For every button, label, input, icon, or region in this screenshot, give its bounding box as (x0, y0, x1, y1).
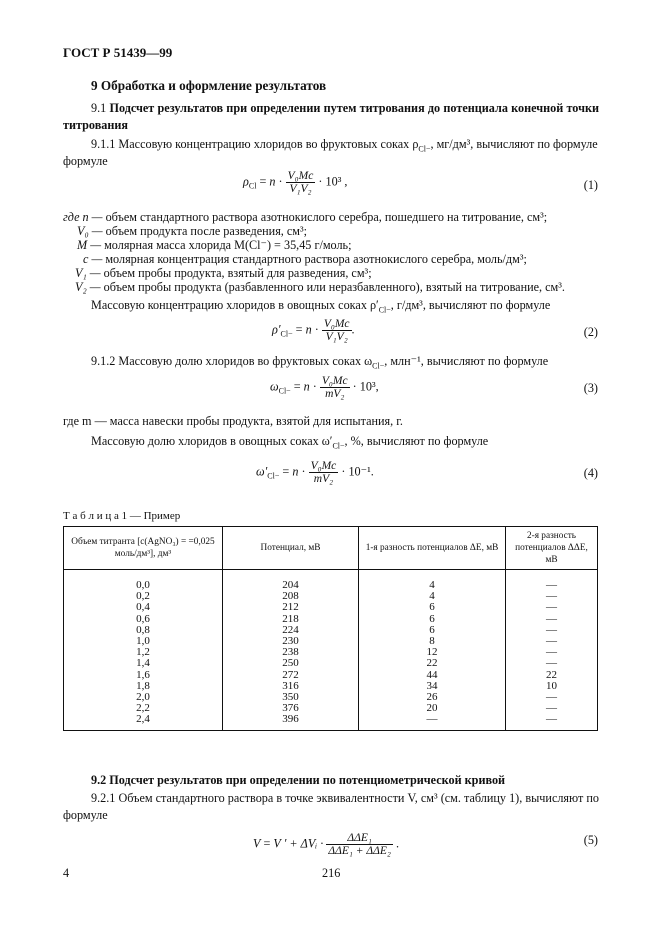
table-cell: 238 (223, 647, 359, 658)
page-number-center: 216 (322, 866, 341, 880)
definition-item (77, 224, 307, 239)
table-cell: — (506, 591, 598, 602)
paragraph-vegetable-concentration (91, 298, 550, 314)
paragraph-vegetable-fraction (91, 434, 488, 450)
eq-denominator: mV₂ (325, 388, 345, 400)
eq-tail: · 10³ , (318, 174, 348, 189)
table-cell: 250 (223, 658, 359, 669)
table-cell: 6 (359, 614, 506, 625)
section-title: 9 Обработка и оформление результатов (91, 78, 327, 93)
definition-item (75, 280, 565, 295)
table-cell: 218 (223, 614, 359, 625)
eq-lhs: V (253, 836, 261, 851)
equation-4: $\omega'_{Cl-} = n$ · $\frac{\text{V₀Mc}}{\text{mV₂}}$ · 10⁻¹. (256, 460, 374, 485)
eq-sign: = (293, 379, 301, 394)
table-cell: 350 (223, 692, 359, 703)
table-cell: 2,0 (64, 692, 223, 703)
eq-lhs: ω (270, 379, 279, 394)
table-cell: 0,0 (64, 580, 223, 591)
table-cell: 2,2 (64, 703, 223, 714)
table-cell: — (506, 647, 598, 658)
definition-symbol: V₀ — (77, 224, 103, 238)
definition-item (77, 238, 352, 253)
eq-n: n (303, 379, 310, 394)
table-cell: — (506, 658, 598, 669)
eq-lhs: ρ′ (272, 322, 281, 337)
table-cell: 22 (506, 670, 598, 681)
paragraph-text: , мг/дм³, вычисляют по формуле (430, 137, 598, 151)
paragraph-9-1-1-cont: формуле (63, 154, 108, 168)
subsection-9-1 (63, 100, 599, 134)
equation-3: $\omega_{Cl-} = n$ · $\frac{\text{V₀Mc}}{\text{mV₂}}$ · 10³, (270, 375, 379, 400)
definition-symbol: V₂ — (75, 280, 101, 294)
table-cell: 1,0 (64, 636, 223, 647)
table-cell: — (506, 614, 598, 625)
table-header-cell: 2-я разность потенциалов ΔΔE, мВ (506, 527, 598, 570)
table-cell: 396 (223, 714, 359, 730)
equation-number-5: (5) (583, 833, 598, 847)
paragraph-text: Массовую концентрацию хлоридов в овощных соках ρ′ (91, 298, 379, 312)
table-cell: 1,6 (64, 670, 223, 681)
subscript: Cl− (418, 144, 431, 154)
table-cell: 272 (223, 670, 359, 681)
paragraph-9-1-2 (91, 354, 548, 370)
table-cell: 8 (359, 636, 506, 647)
table-cell: 204 (223, 580, 359, 591)
table-row (64, 658, 598, 669)
page-number-left: 4 (63, 866, 70, 880)
table-cell: 230 (223, 636, 359, 647)
eq-numerator: V₀Mc (287, 170, 314, 182)
table-cell: 10 (506, 681, 598, 692)
equation-number-3: (3) (583, 381, 598, 395)
eq-tail: . (351, 322, 355, 337)
definition-symbol: c — (83, 252, 103, 266)
table-cell: — (359, 714, 506, 730)
table-cell: — (506, 580, 598, 591)
eq-n: n (269, 174, 276, 189)
eq-denominator: V₁V₂ (289, 183, 312, 195)
definition-symbol: V₁ — (75, 266, 101, 280)
definition-text: молярная масса хлорида M(Cl⁻) = 35,45 г/моль; (104, 238, 352, 252)
paragraph-text: 9.1.1 Массовую концентрацию хлоридов во фруктовых соках ρ (91, 137, 419, 151)
paragraph-text: , млн⁻¹, вычисляют по формуле (384, 354, 549, 368)
definition-m: где m — масса навески пробы продукта, взятой для испытания, г. (63, 414, 403, 428)
eq-fraction (326, 832, 393, 857)
eq-denominator: mV₂ (313, 473, 334, 485)
equation-number-2: (2) (583, 325, 598, 339)
definition-item (63, 210, 547, 225)
table-cell: 1,4 (64, 658, 223, 669)
paragraph-text: Массовую долю хлоридов в овощных соках ω′ (91, 434, 333, 448)
definition-text: объем пробы продукта (разбавленного или неразбавленного), взятый на титрование, см³. (103, 280, 565, 294)
eq-sign: = (282, 464, 290, 479)
paragraph-9-1-1 (91, 137, 598, 153)
eq-numerator: V₀Mc (310, 460, 337, 472)
table-cell: 6 (359, 602, 506, 613)
subsection-number: 9.1 (91, 101, 107, 115)
eq-fraction (322, 318, 352, 343)
definition-symbol: где n — (63, 210, 103, 224)
subsection-title: Подсчет результатов при определении путем титрования до потенциала конечной точки титрования (63, 101, 599, 132)
eq-fraction (320, 375, 350, 400)
eq-subscript: Cl− (267, 471, 280, 481)
definition-text: объем стандартного раствора азотнокислого серебра, пошедшего на титрование, см³; (105, 210, 548, 224)
eq-tail: . (395, 836, 399, 851)
equation-1: $\rho_{Cl} = n$ · $\frac{\text{V₀Mc}}{\text{V₁V₂}}$ · 10³ , (243, 170, 348, 195)
eq-subscript: Cl (248, 181, 257, 191)
table-cell: 1,8 (64, 681, 223, 692)
table-row (64, 714, 598, 730)
eq-sign: = (295, 322, 303, 337)
equation-number-1: (1) (583, 178, 598, 192)
table-cell: 2,4 (64, 714, 223, 730)
definition-text: молярная концентрация стандартного раствора азотнокислого серебра, моль/дм³; (105, 252, 527, 266)
eq-fraction (286, 170, 316, 195)
table-row (64, 602, 598, 613)
table-cell: 20 (359, 703, 506, 714)
eq-n: n (292, 464, 299, 479)
eq-fraction (309, 460, 339, 485)
equation-number-4: (4) (583, 466, 598, 480)
subsection-9-2-title: 9.2 Подсчет результатов при определении по потенциометрической кривой (91, 773, 506, 787)
table-cell: 22 (359, 658, 506, 669)
eq-sign: = (263, 836, 271, 851)
table-cell: — (506, 602, 598, 613)
table-cell: 4 (359, 580, 506, 591)
eq-tail: · 10⁻¹. (341, 464, 374, 479)
table-cell: 44 (359, 670, 506, 681)
table-cell: 376 (223, 703, 359, 714)
eq-lhs: ρ (243, 174, 249, 189)
example-table (63, 526, 598, 731)
eq-numerator: V₀Mc (321, 375, 348, 387)
table-cell: 6 (359, 625, 506, 636)
paragraph-9-2-1: 9.2.1 Объем стандартного раствора в точке эквивалентности V, см³ (см. таблицу 1), вычисляют по формуле (63, 791, 599, 822)
table-cell: 212 (223, 602, 359, 613)
table-cell: 224 (223, 625, 359, 636)
table-header-row (64, 527, 598, 570)
paragraph-text: 9.1.2 Массовую долю хлоридов во фруктовых соках ω (91, 354, 373, 368)
table-header-cell: 1-я разность потенциалов ΔE, мВ (359, 527, 506, 570)
table-cell: 316 (223, 681, 359, 692)
eq-tail: · 10³, (352, 379, 379, 394)
table-cell: — (506, 636, 598, 647)
table-cell: — (506, 625, 598, 636)
equation-2: $\rho'_{Cl-} = n$ · $\frac{\text{V₀Mc}}{\text{V₁V₂}}$ . (272, 318, 355, 343)
table-cell: — (506, 692, 598, 703)
table-cell: 0,6 (64, 614, 223, 625)
table-cell: 0,2 (64, 591, 223, 602)
definition-item (83, 252, 527, 267)
table-cell: 0,4 (64, 602, 223, 613)
eq-numerator: ΔΔE₁ (326, 832, 393, 845)
table-cell: 12 (359, 647, 506, 658)
definition-symbol: M — (77, 238, 102, 252)
definition-text: объем пробы продукта, взятый для разведения, см³; (103, 266, 372, 280)
table-caption: Т а б л и ц а 1 — Пример (63, 510, 181, 522)
paragraph-text: , г/дм³, вычисляют по формуле (390, 298, 551, 312)
subscript: Cl− (332, 441, 345, 451)
eq-denominator: ΔΔE₁ + ΔΔE₂ (328, 845, 391, 857)
paragraph-text: , %, вычисляют по формуле (344, 434, 489, 448)
table-cell: 0,8 (64, 625, 223, 636)
equation-5 (253, 832, 399, 857)
table-cell: 34 (359, 681, 506, 692)
eq-subscript: Cl− (278, 386, 291, 396)
eq-denominator: V₁V₂ (325, 331, 348, 343)
document-header: ГОСТ Р 51439—99 (63, 45, 173, 60)
definition-text: объем продукта после разведения, см³; (105, 224, 308, 238)
eq-lhs: ω′ (256, 464, 268, 479)
eq-numerator: V₀Mc (323, 318, 350, 330)
table-cell: 1,2 (64, 647, 223, 658)
subscript: Cl− (372, 361, 385, 371)
table-header-cell: Потенциал, мВ (223, 527, 359, 570)
eq-sign: = (259, 174, 267, 189)
table-cell: 208 (223, 591, 359, 602)
definition-item (75, 266, 372, 281)
table-cell: 26 (359, 692, 506, 703)
table-cell: — (506, 714, 598, 730)
subscript: Cl− (378, 305, 391, 315)
eq-subscript: Cl− (280, 329, 293, 339)
eq-rhs: V ′ + ΔVᵢ · (273, 836, 324, 851)
eq-n: n (305, 322, 312, 337)
table-cell: 4 (359, 591, 506, 602)
table-cell: — (506, 703, 598, 714)
table-header-cell: Объем титранта [c(AgNO₃) = =0,025 моль/дм³], дм³ (64, 527, 223, 570)
